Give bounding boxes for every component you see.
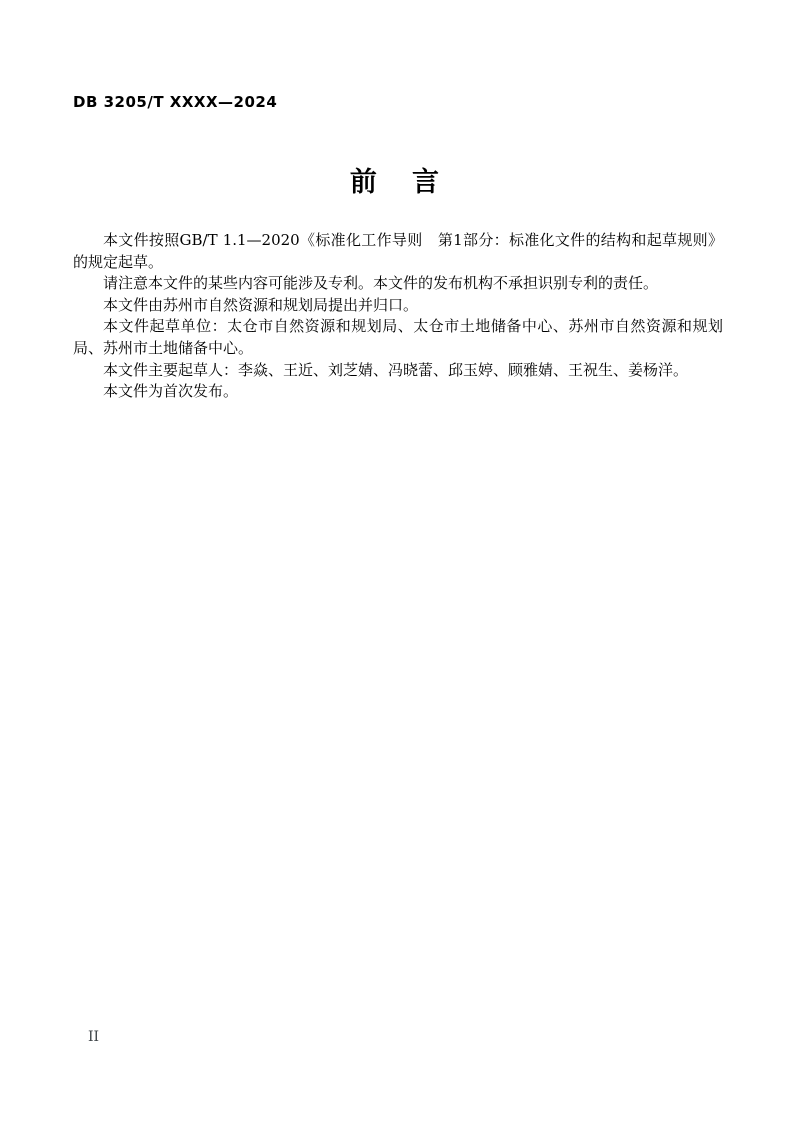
paragraph-patent-notice: 请注意本文件的某些内容可能涉及专利。本文件的发布机构不承担识别专利的责任。 [103, 274, 659, 293]
paragraph-main-drafters: 本文件主要起草人：李焱、王近、刘芝婧、冯晓蕾、邱玉婷、顾雅婧、王祝生、姜杨洋。 [103, 360, 689, 379]
paragraph-drafting-rules: 本文件按照GB/T 1.1—2020《标准化工作导则 第1部分：标准化文件的结构和起草规则》的规定起草。 [73, 231, 723, 271]
page-number: II [88, 1029, 100, 1045]
foreword-body [73, 230, 723, 403]
standard-number-header: DB 3205/T XXXX—2024 [73, 93, 278, 111]
paragraph-drafting-organizations: 本文件起草单位：太仓市自然资源和规划局、太仓市土地储备中心、苏州市自然资源和规划局、苏州市土地储备中心。 [73, 317, 723, 357]
paragraph-proposing-body: 本文件由苏州市自然资源和规划局提出并归口。 [103, 295, 419, 314]
paragraph-first-release: 本文件为首次发布。 [103, 382, 239, 401]
foreword-title: 前 言 [349, 167, 444, 198]
